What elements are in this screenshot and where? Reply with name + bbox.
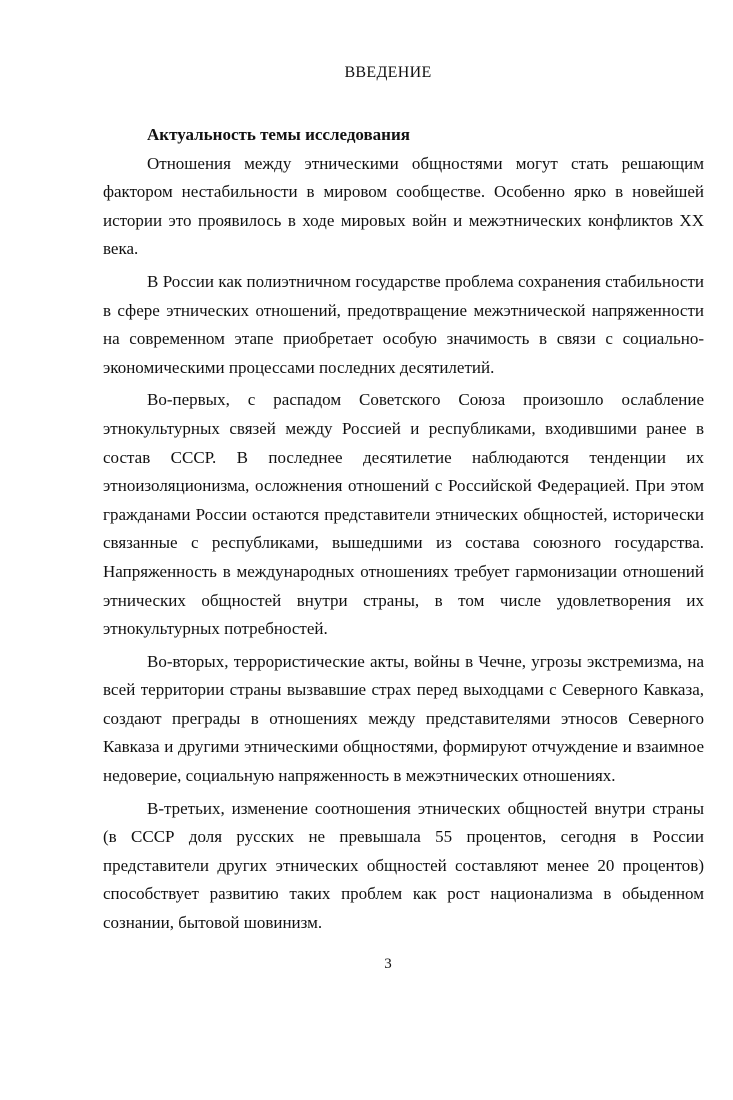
page-title: ВВЕДЕНИЕ — [344, 64, 432, 81]
page-number: 3 — [384, 956, 392, 972]
document-body — [103, 121, 704, 942]
paragraph-firstly: Во-первых, с распадом Советского Союза произошло ослабление этнокультурных связей между Россией и республиками, входившими ранее в состав СССР. В последнее десятилетие наблюдаются тенденции их этноизоляционизма, осложнения отношений с Российской Федерацией. При этом гражданами России остаются представители этнических общностей, исторически связанные с республиками, вышедшими из состава союзного государства. Напряженность в международных отношениях требует гармонизации отношений этнических общностей внутри страны, в том числе удовлетворения их этнокультурных потребностей. — [103, 390, 704, 639]
paragraph-relevance: Отношения между этническими общностями могут стать решающим фактором нестабильности в мировом сообществе. Особенно ярко в новейшей истории это проявилось в ходе мировых войн и межэтнических конфликтов XX века. — [103, 153, 704, 259]
section-heading: Актуальность темы исследования — [147, 125, 410, 144]
paragraph-thirdly: В-третьих, изменение соотношения этнических общностей внутри страны (в СССР доля русских не превышала 55 процентов, сегодня в России представители других этнических общностей составляют менее 20 процентов) способствует развитию таких проблем как рост национализма в обыденном сознании, бытовой шовинизм. — [103, 798, 704, 933]
paragraph-secondly: Во-вторых, террористические акты, войны в Чечне, угрозы экстремизма, на всей территории страны вызвавшие страх перед выходцами с Северного Кавказа, создают преграды в отношениях между представителями этносов Северного Кавказа и другими этническими общностями, формируют отчуждение и взаимное недоверие, социальную напряженность в межэтнических отношениях. — [103, 651, 704, 786]
paragraph-russia-stability: В России как полиэтничном государстве проблема сохранения стабильности в сфере этнических отношений, предотвращение межэтнической напряженности на современном этапе приобретает особую значимость в связи с социально-экономическими процессами последних десятилетий. — [103, 271, 704, 377]
